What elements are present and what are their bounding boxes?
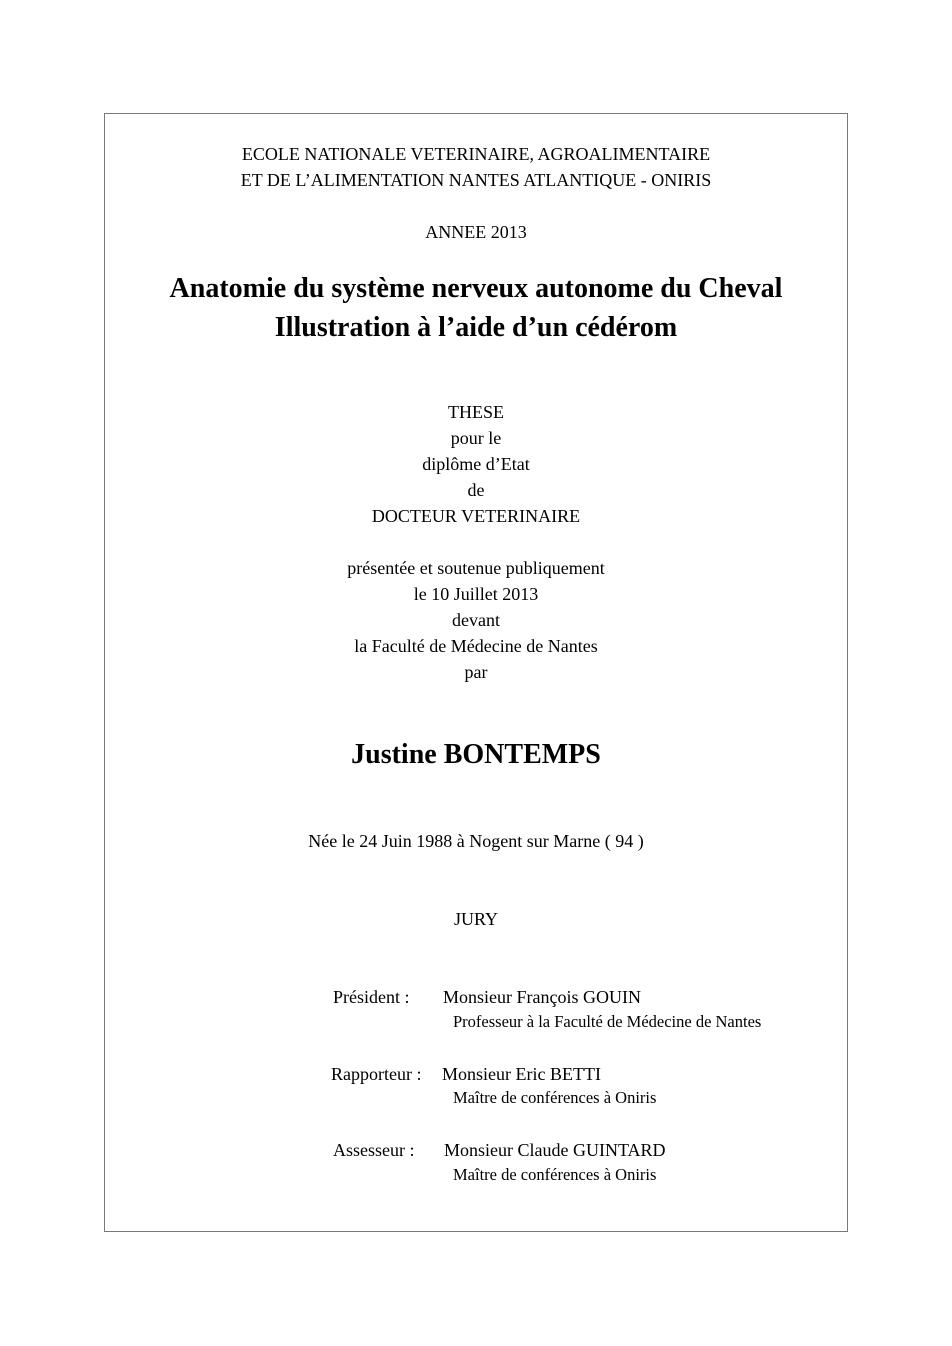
jury-title: Maître de conférences à Oniris: [453, 1165, 657, 1184]
defense-presented: présentée et soutenue publiquement: [347, 558, 605, 578]
defense-by: par: [464, 662, 488, 682]
jury-title: Professeur à la Faculté de Médecine de Nantes: [453, 1012, 762, 1031]
thesis-title-line-1: Anatomie du système nerveux autonome du Cheval: [169, 273, 783, 304]
jury-role: Assesseur :: [333, 1140, 415, 1160]
jury-role: Président :: [333, 987, 410, 1007]
jury-title: Maître de conférences à Oniris: [453, 1088, 657, 1107]
author-birth: Née le 24 Juin 1988 à Nogent sur Marne ( 94 ): [308, 831, 644, 851]
defense-before: devant: [452, 610, 500, 630]
thesis-of: de: [467, 480, 485, 500]
school-name-line-2: ET DE L’ALIMENTATION NANTES ATLANTIQUE - ONIRIS: [240, 170, 712, 190]
author-name: Justine BONTEMPS: [351, 739, 601, 770]
year: ANNEE 2013: [425, 222, 527, 242]
thesis-for: pour le: [450, 428, 502, 448]
jury-heading: JURY: [453, 909, 498, 929]
defense-date: le 10 Juillet 2013: [413, 584, 539, 604]
thesis-title-line-2: Illustration à l’aide d’un cédérom: [274, 312, 678, 343]
defense-faculty: la Faculté de Médecine de Nantes: [354, 636, 598, 656]
school-name-line-1: ECOLE NATIONALE VETERINAIRE, AGROALIMENTAIRE: [241, 144, 711, 164]
jury-name: Monsieur Eric BETTI: [442, 1064, 601, 1084]
jury-name: Monsieur François GOUIN: [443, 987, 641, 1007]
thesis-degree: DOCTEUR VETERINAIRE: [371, 506, 581, 526]
jury-name: Monsieur Claude GUINTARD: [444, 1140, 666, 1160]
jury-role: Rapporteur :: [331, 1064, 422, 1084]
thesis-diploma: diplôme d’Etat: [422, 454, 530, 474]
thesis-label: THESE: [448, 402, 504, 422]
